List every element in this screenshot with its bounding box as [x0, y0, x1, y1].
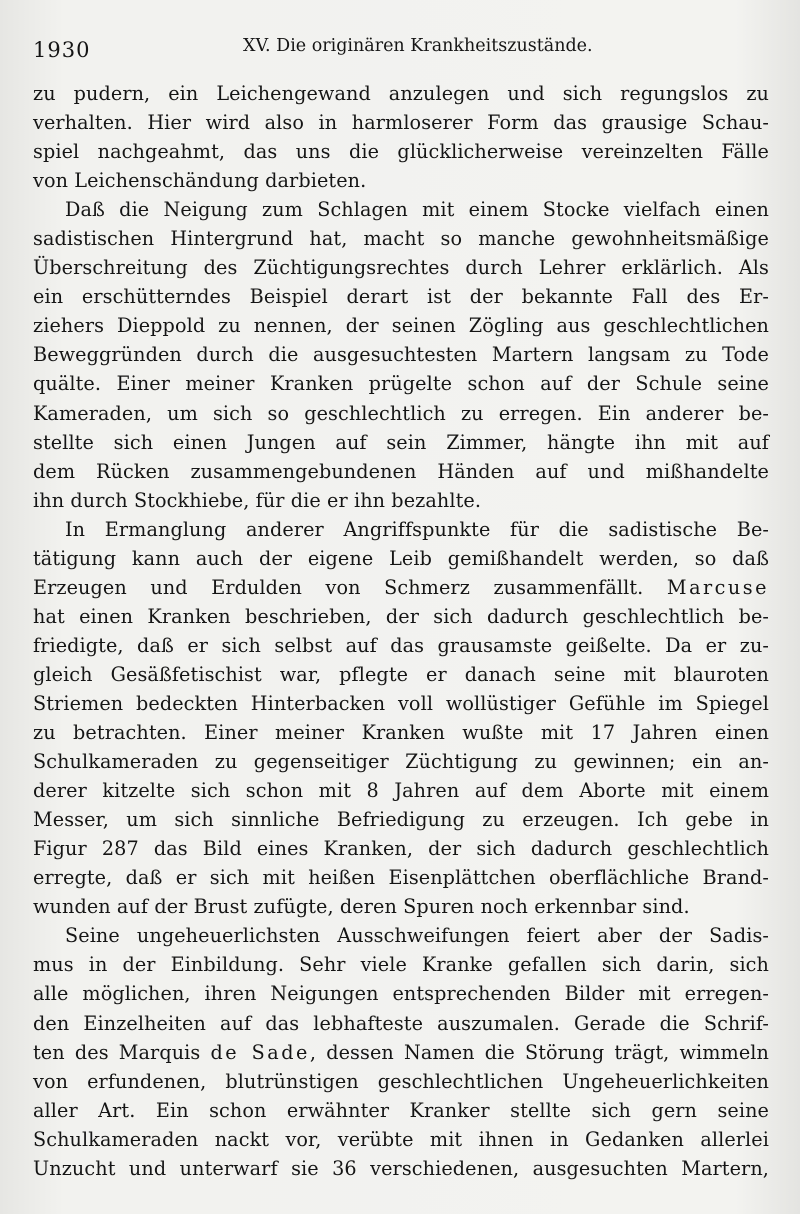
- text-line: hat einen Kranken beschrieben, der sich dadurch geschlechtlich be-: [33, 604, 769, 628]
- text-line: zu betrachten. Einer meiner Kranken wußte mit 17 Jahren einen: [33, 721, 769, 745]
- author-name-de-sade: de Sade: [210, 1040, 310, 1064]
- text-line: von Leichenschändung darbieten.: [33, 169, 367, 193]
- text-line: spiel nachgeahmt, das uns die glücklicherweise vereinzelten Fälle: [33, 140, 769, 164]
- text-line: Überschreitung des Züchtigungsrechtes durch Lehrer erklärlich. Als: [33, 256, 769, 280]
- text-line: [33, 1038, 769, 1067]
- text-line: Schulkameraden zu gegenseitiger Züchtigung zu gewinnen; ein an-: [33, 750, 769, 774]
- text-line: aller Art. Ein schon erwähnter Kranker stellte sich gern seine: [33, 1098, 769, 1122]
- text-line: gleich Gesäßfetischist war, pflegte er danach seine mit blauroten: [33, 662, 769, 686]
- text-line: dem Rücken zusammengebundenen Händen auf und mißhandelte: [33, 459, 769, 483]
- text-line: den Einzelheiten auf das lebhafteste auszumalen. Gerade die Schrif-: [33, 1011, 769, 1035]
- text-line: [33, 573, 769, 602]
- text-line: Striemen bedeckten Hinterbacken voll wollüstiger Gefühle im Spiegel: [33, 691, 769, 715]
- text-segment: Erzeugen und Erdulden von Schmerz zusammenfällt.: [33, 575, 644, 599]
- author-name-marcuse: Marcuse: [666, 575, 769, 599]
- text-line: quälte. Einer meiner Kranken prügelte schon auf der Schule seine: [33, 372, 769, 396]
- running-head: XV. Die originären Krankheitszustände.: [243, 36, 593, 56]
- text-segment: , dessen Namen die Störung trägt, wimmeln: [309, 1040, 769, 1064]
- text-line: Kameraden, um sich so geschlechtlich zu erregen. Ein anderer be-: [33, 401, 769, 425]
- body-text: [33, 79, 769, 1183]
- text-line: alle möglichen, ihren Neigungen entsprechenden Bilder mit erregen-: [33, 982, 769, 1006]
- text-line: In Ermanglung anderer Angriffspunkte für die sadistische Be-: [65, 517, 769, 541]
- text-line: Beweggründen durch die ausgesuchtesten Martern langsam zu Tode: [33, 343, 769, 367]
- text-segment: ten des Marquis: [33, 1040, 201, 1064]
- text-line: Unzucht und unterwarf sie 36 verschiedenen, ausgesuchten Martern,: [33, 1156, 769, 1180]
- text-line: von erfundenen, blutrünstigen geschlechtlichen Ungeheuerlichkeiten: [33, 1069, 769, 1093]
- text-line: Schulkameraden nackt vor, verübte mit ihnen in Gedanken allerlei: [33, 1127, 769, 1151]
- text-line: derer kitzelte sich schon mit 8 Jahren auf dem Aborte mit einem: [33, 779, 769, 803]
- text-line: ziehers Dieppold zu nennen, der seinen Zögling aus geschlechtlichen: [33, 314, 769, 338]
- text-line: Messer, um sich sinnliche Befriedigung zu erzeugen. Ich gebe in: [33, 808, 769, 832]
- text-line: friedigte, daß er sich selbst auf das grausamste geißelte. Da er zu-: [33, 633, 769, 657]
- text-line: stellte sich einen Jungen auf sein Zimmer, hängte ihn mit auf: [33, 430, 769, 454]
- text-line: erregte, daß er sich mit heißen Eisenplättchen oberflächliche Brand-: [33, 866, 769, 890]
- text-line: sadistischen Hintergrund hat, macht so manche gewohnheitsmäßige: [33, 227, 769, 251]
- text-line: ihn durch Stockhiebe, für die er ihn bezahlte.: [33, 488, 482, 512]
- text-line: Figur 287 das Bild eines Kranken, der sich dadurch geschlechtlich: [33, 837, 769, 861]
- text-line: mus in der Einbildung. Sehr viele Kranke gefallen sich darin, sich: [33, 953, 769, 977]
- text-line: zu pudern, ein Leichengewand anzulegen und sich regungslos zu: [33, 82, 769, 105]
- text-line: wunden auf der Brust zufügte, deren Spuren noch erkennbar sind.: [33, 895, 690, 919]
- page-number: 1930: [33, 38, 91, 62]
- page-header: [33, 34, 773, 64]
- text-line: Seine ungeheuerlichsten Ausschweifungen feiert aber der Sadis-: [65, 924, 769, 948]
- text-line: Daß die Neigung zum Schlagen mit einem Stocke vielfach einen: [65, 198, 769, 222]
- text-line: ein erschütterndes Beispiel derart ist der bekannte Fall des Er-: [33, 285, 769, 309]
- text-line: verhalten. Hier wird also in harmloserer Form das grausige Schau-: [33, 111, 769, 135]
- text-line: tätigung kann auch der eigene Leib gemißhandelt werden, so daß: [33, 546, 769, 570]
